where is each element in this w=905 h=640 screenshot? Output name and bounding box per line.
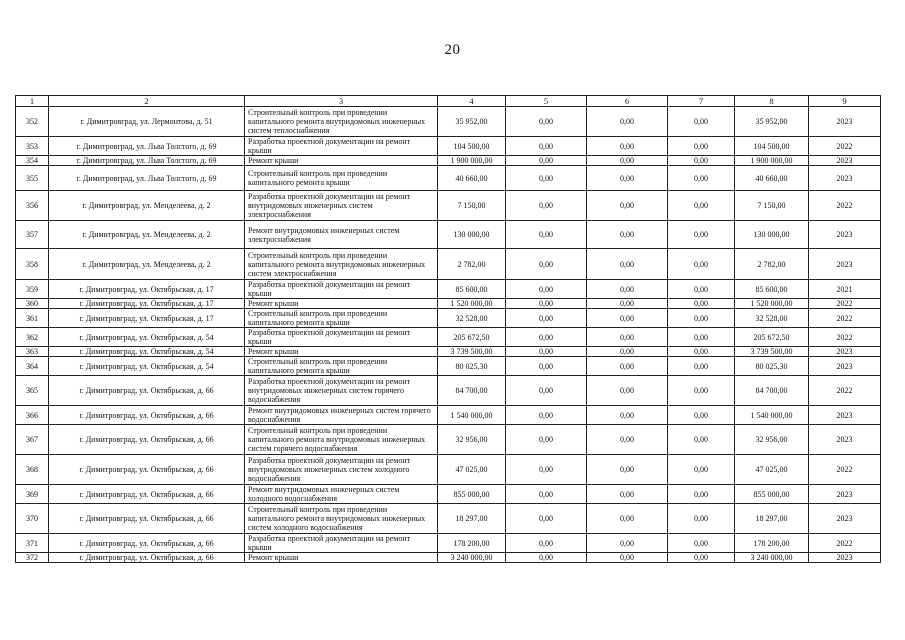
cost-cell: 0,00 [587, 504, 668, 534]
cost-cell: 3 240 000,00 [735, 553, 809, 563]
work-type-cell: Разработка проектной документации на ремонт внутридомовых инженерных систем горячего водоснабжения [245, 376, 438, 406]
cost-cell: 0,00 [506, 347, 587, 357]
work-type-cell: Ремонт внутридомовых инженерных систем холодного водоснабжения [245, 485, 438, 504]
row-number: 354 [16, 156, 49, 166]
table-row [16, 309, 881, 328]
works-table-container [15, 95, 880, 563]
year-cell: 2022 [809, 299, 881, 309]
cost-cell: 855 000,00 [735, 485, 809, 504]
work-type-cell: Строительный контроль при проведении капитального ремонта внутридомовых инженерных систем теплоснабжения [245, 107, 438, 137]
year-cell: 2022 [809, 328, 881, 347]
work-type-cell: Разработка проектной документации на ремонт внутридомовых инженерных систем электроснабжения [245, 191, 438, 221]
row-number: 359 [16, 280, 49, 299]
cost-cell: 0,00 [587, 534, 668, 553]
total-cost-cell: 855 000,00 [438, 485, 506, 504]
work-type-cell: Строительный контроль при проведении капитального ремонта внутридомовых инженерных систем горячего водоснабжения [245, 425, 438, 455]
cost-cell: 7 150,00 [735, 191, 809, 221]
year-cell: 2023 [809, 249, 881, 280]
table-row [16, 425, 881, 455]
column-header: 5 [506, 96, 587, 107]
cost-cell: 80 025,30 [735, 357, 809, 376]
year-cell: 2023 [809, 485, 881, 504]
cost-cell: 0,00 [668, 249, 735, 280]
total-cost-cell: 32 528,00 [438, 309, 506, 328]
row-number: 370 [16, 504, 49, 534]
address-cell: г. Димитровград, ул. Октябрьская, д. 66 [49, 455, 245, 485]
table-header-row [16, 96, 881, 107]
table-row [16, 107, 881, 137]
cost-cell: 35 952,00 [735, 107, 809, 137]
works-table [15, 95, 881, 563]
year-cell: 2023 [809, 553, 881, 563]
total-cost-cell: 3 240 000,00 [438, 553, 506, 563]
cost-cell: 205 672,50 [735, 328, 809, 347]
cost-cell: 0,00 [587, 107, 668, 137]
address-cell: г. Димитровград, ул. Октябрьская, д. 17 [49, 309, 245, 328]
cost-cell: 130 000,00 [735, 221, 809, 249]
cost-cell: 0,00 [668, 299, 735, 309]
address-cell: г. Димитровград, ул. Менделеева, д. 2 [49, 191, 245, 221]
cost-cell: 0,00 [506, 406, 587, 425]
row-number: 362 [16, 328, 49, 347]
row-number: 367 [16, 425, 49, 455]
year-cell: 2023 [809, 166, 881, 191]
address-cell: г. Димитровград, ул. Октябрьская, д. 17 [49, 280, 245, 299]
cost-cell: 0,00 [668, 504, 735, 534]
cost-cell: 0,00 [506, 376, 587, 406]
cost-cell: 0,00 [587, 309, 668, 328]
table-row [16, 485, 881, 504]
cost-cell: 0,00 [587, 347, 668, 357]
column-header: 2 [49, 96, 245, 107]
address-cell: г. Димитровград, ул. Октябрьская, д. 54 [49, 357, 245, 376]
cost-cell: 0,00 [668, 455, 735, 485]
cost-cell: 0,00 [506, 249, 587, 280]
address-cell: г. Димитровград, ул. Октябрьская, д. 54 [49, 328, 245, 347]
row-number: 357 [16, 221, 49, 249]
year-cell: 2023 [809, 406, 881, 425]
cost-cell: 0,00 [506, 309, 587, 328]
cost-cell: 0,00 [506, 534, 587, 553]
year-cell: 2022 [809, 376, 881, 406]
work-type-cell: Ремонт крыши [245, 553, 438, 563]
cost-cell: 0,00 [506, 137, 587, 156]
total-cost-cell: 1 540 000,00 [438, 406, 506, 425]
cost-cell: 0,00 [668, 553, 735, 563]
total-cost-cell: 104 500,00 [438, 137, 506, 156]
row-number: 360 [16, 299, 49, 309]
year-cell: 2023 [809, 425, 881, 455]
address-cell: г. Димитровград, ул. Льва Толстого, д. 69 [49, 156, 245, 166]
cost-cell: 0,00 [587, 299, 668, 309]
year-cell: 2022 [809, 137, 881, 156]
row-number: 369 [16, 485, 49, 504]
total-cost-cell: 178 200,00 [438, 534, 506, 553]
cost-cell: 0,00 [668, 280, 735, 299]
cost-cell: 0,00 [668, 425, 735, 455]
cost-cell: 0,00 [668, 328, 735, 347]
cost-cell: 0,00 [587, 425, 668, 455]
address-cell: г. Димитровград, ул. Менделеева, д. 2 [49, 221, 245, 249]
cost-cell: 0,00 [668, 357, 735, 376]
cost-cell: 1 540 000,00 [735, 406, 809, 425]
total-cost-cell: 1 520 000,00 [438, 299, 506, 309]
total-cost-cell: 18 297,00 [438, 504, 506, 534]
total-cost-cell: 3 739 500,00 [438, 347, 506, 357]
year-cell: 2021 [809, 280, 881, 299]
row-number: 372 [16, 553, 49, 563]
address-cell: г. Димитровград, ул. Октябрьская, д. 17 [49, 299, 245, 309]
table-row [16, 504, 881, 534]
work-type-cell: Строительный контроль при проведении капитального ремонта крыши [245, 357, 438, 376]
cost-cell: 0,00 [506, 107, 587, 137]
cost-cell: 0,00 [587, 156, 668, 166]
cost-cell: 0,00 [668, 107, 735, 137]
total-cost-cell: 47 025,00 [438, 455, 506, 485]
cost-cell: 3 739 500,00 [735, 347, 809, 357]
cost-cell: 0,00 [506, 455, 587, 485]
total-cost-cell: 85 600,00 [438, 280, 506, 299]
table-row [16, 249, 881, 280]
address-cell: г. Димитровград, ул. Октябрьская, д. 66 [49, 553, 245, 563]
table-row [16, 221, 881, 249]
year-cell: 2023 [809, 357, 881, 376]
table-row [16, 280, 881, 299]
cost-cell: 85 600,00 [735, 280, 809, 299]
table-row [16, 299, 881, 309]
address-cell: г. Димитровград, ул. Лермонтова, д. 51 [49, 107, 245, 137]
row-number: 353 [16, 137, 49, 156]
address-cell: г. Димитровград, ул. Льва Толстого, д. 69 [49, 137, 245, 156]
work-type-cell: Строительный контроль при проведении капитального ремонта внутридомовых инженерных систем холодного водоснабжения [245, 504, 438, 534]
total-cost-cell: 205 672,50 [438, 328, 506, 347]
cost-cell: 0,00 [587, 249, 668, 280]
work-type-cell: Разработка проектной документации на ремонт крыши [245, 280, 438, 299]
cost-cell: 0,00 [506, 553, 587, 563]
table-row [16, 534, 881, 553]
cost-cell: 0,00 [587, 553, 668, 563]
year-cell: 2023 [809, 221, 881, 249]
year-cell: 2023 [809, 347, 881, 357]
table-row [16, 455, 881, 485]
cost-cell: 18 297,00 [735, 504, 809, 534]
column-header: 3 [245, 96, 438, 107]
work-type-cell: Разработка проектной документации на ремонт крыши [245, 534, 438, 553]
table-row [16, 553, 881, 563]
address-cell: г. Димитровград, ул. Октябрьская, д. 66 [49, 376, 245, 406]
cost-cell: 0,00 [506, 328, 587, 347]
cost-cell: 0,00 [506, 166, 587, 191]
cost-cell: 0,00 [668, 485, 735, 504]
column-header: 7 [668, 96, 735, 107]
cost-cell: 0,00 [587, 221, 668, 249]
address-cell: г. Димитровград, ул. Льва Толстого, д. 69 [49, 166, 245, 191]
cost-cell: 0,00 [587, 485, 668, 504]
cost-cell: 0,00 [587, 280, 668, 299]
cost-cell: 0,00 [668, 376, 735, 406]
cost-cell: 178 200,00 [735, 534, 809, 553]
address-cell: г. Димитровград, ул. Октябрьская, д. 66 [49, 425, 245, 455]
cost-cell: 1 520 000,00 [735, 299, 809, 309]
cost-cell: 0,00 [587, 166, 668, 191]
address-cell: г. Димитровград, ул. Октябрьская, д. 54 [49, 347, 245, 357]
cost-cell: 0,00 [587, 191, 668, 221]
table-row [16, 166, 881, 191]
work-type-cell: Строительный контроль при проведении капитального ремонта крыши [245, 309, 438, 328]
cost-cell: 2 782,00 [735, 249, 809, 280]
address-cell: г. Димитровград, ул. Октябрьская, д. 66 [49, 406, 245, 425]
cost-cell: 0,00 [506, 280, 587, 299]
work-type-cell: Ремонт крыши [245, 156, 438, 166]
page-number: 20 [444, 42, 461, 58]
table-body [16, 107, 881, 563]
cost-cell: 0,00 [668, 534, 735, 553]
row-number: 368 [16, 455, 49, 485]
address-cell: г. Димитровград, ул. Менделеева, д. 2 [49, 249, 245, 280]
cost-cell: 0,00 [506, 357, 587, 376]
row-number: 363 [16, 347, 49, 357]
total-cost-cell: 1 900 000,00 [438, 156, 506, 166]
column-header: 8 [735, 96, 809, 107]
cost-cell: 0,00 [668, 406, 735, 425]
row-number: 364 [16, 357, 49, 376]
table-row [16, 156, 881, 166]
cost-cell: 0,00 [668, 221, 735, 249]
work-type-cell: Строительный контроль при проведении капитального ремонта крыши [245, 166, 438, 191]
row-number: 358 [16, 249, 49, 280]
address-cell: г. Димитровград, ул. Октябрьская, д. 66 [49, 534, 245, 553]
cost-cell: 0,00 [506, 425, 587, 455]
cost-cell: 0,00 [587, 455, 668, 485]
total-cost-cell: 7 150,00 [438, 191, 506, 221]
cost-cell: 0,00 [506, 156, 587, 166]
row-number: 371 [16, 534, 49, 553]
cost-cell: 0,00 [668, 309, 735, 328]
work-type-cell: Строительный контроль при проведении капитального ремонта внутридомовых инженерных систем электроснабжения [245, 249, 438, 280]
cost-cell: 47 025,00 [735, 455, 809, 485]
year-cell: 2023 [809, 107, 881, 137]
total-cost-cell: 40 660,00 [438, 166, 506, 191]
column-header: 9 [809, 96, 881, 107]
year-cell: 2022 [809, 309, 881, 328]
row-number: 361 [16, 309, 49, 328]
cost-cell: 40 660,00 [735, 166, 809, 191]
cost-cell: 0,00 [668, 347, 735, 357]
row-number: 352 [16, 107, 49, 137]
table-row [16, 347, 881, 357]
cost-cell: 0,00 [668, 156, 735, 166]
row-number: 366 [16, 406, 49, 425]
total-cost-cell: 84 700,00 [438, 376, 506, 406]
cost-cell: 0,00 [587, 357, 668, 376]
row-number: 356 [16, 191, 49, 221]
total-cost-cell: 80 025,30 [438, 357, 506, 376]
work-type-cell: Разработка проектной документации на ремонт крыши [245, 328, 438, 347]
table-row [16, 406, 881, 425]
year-cell: 2023 [809, 156, 881, 166]
work-type-cell: Ремонт крыши [245, 347, 438, 357]
row-number: 365 [16, 376, 49, 406]
total-cost-cell: 130 000,00 [438, 221, 506, 249]
cost-cell: 0,00 [587, 137, 668, 156]
column-header: 4 [438, 96, 506, 107]
address-cell: г. Димитровград, ул. Октябрьская, д. 66 [49, 504, 245, 534]
year-cell: 2022 [809, 191, 881, 221]
year-cell: 2022 [809, 534, 881, 553]
table-row [16, 376, 881, 406]
address-cell: г. Димитровград, ул. Октябрьская, д. 66 [49, 485, 245, 504]
cost-cell: 0,00 [506, 221, 587, 249]
cost-cell: 32 956,00 [735, 425, 809, 455]
cost-cell: 0,00 [668, 137, 735, 156]
column-header: 1 [16, 96, 49, 107]
cost-cell: 84 700,00 [735, 376, 809, 406]
column-header: 6 [587, 96, 668, 107]
total-cost-cell: 35 952,00 [438, 107, 506, 137]
work-type-cell: Ремонт внутридомовых инженерных систем электроснабжения [245, 221, 438, 249]
table-row [16, 191, 881, 221]
table-row [16, 357, 881, 376]
work-type-cell: Разработка проектной документации на ремонт внутридомовых инженерных систем холодного водоснабжения [245, 455, 438, 485]
total-cost-cell: 32 956,00 [438, 425, 506, 455]
work-type-cell: Ремонт внутридомовых инженерных систем горячего водоснабжения [245, 406, 438, 425]
cost-cell: 104 500,00 [735, 137, 809, 156]
cost-cell: 0,00 [506, 504, 587, 534]
cost-cell: 0,00 [506, 485, 587, 504]
cost-cell: 0,00 [587, 376, 668, 406]
cost-cell: 0,00 [506, 299, 587, 309]
cost-cell: 0,00 [587, 406, 668, 425]
cost-cell: 1 900 000,00 [735, 156, 809, 166]
row-number: 355 [16, 166, 49, 191]
total-cost-cell: 2 782,00 [438, 249, 506, 280]
work-type-cell: Ремонт крыши [245, 299, 438, 309]
year-cell: 2022 [809, 455, 881, 485]
cost-cell: 32 528,00 [735, 309, 809, 328]
table-row [16, 328, 881, 347]
cost-cell: 0,00 [506, 191, 587, 221]
cost-cell: 0,00 [668, 191, 735, 221]
work-type-cell: Разработка проектной документации на ремонт крыши [245, 137, 438, 156]
year-cell: 2023 [809, 504, 881, 534]
table-row [16, 137, 881, 156]
cost-cell: 0,00 [587, 328, 668, 347]
cost-cell: 0,00 [668, 166, 735, 191]
